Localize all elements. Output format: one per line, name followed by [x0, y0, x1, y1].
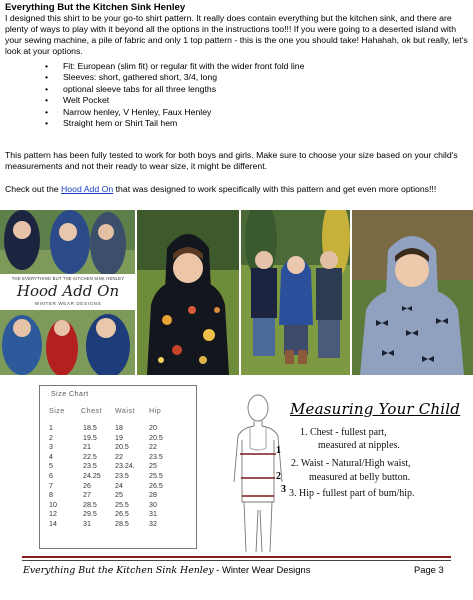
measure-waist-line: 2. Waist - Natural/High waist,	[291, 458, 411, 469]
table-row	[49, 472, 179, 482]
size-cell: 10	[49, 500, 57, 509]
hip-cell: 20	[149, 424, 157, 432]
chest-cell: 27	[83, 491, 91, 500]
feature-item: • Straight hem or Shirt Tail hem	[63, 118, 304, 129]
feature-item: • Fit: European (slim fit) or regular fit with the wider front fold line	[63, 61, 304, 72]
chest-cell: 24.25	[83, 471, 101, 480]
size-chart-caption: Size Chart	[51, 391, 89, 398]
section-heading: Everything But the Kitchen Sink Henley	[5, 2, 186, 13]
waist-cell: 19	[115, 433, 123, 442]
feature-item: • Narrow henley, V Henley, Faux Henley	[63, 107, 304, 118]
waist-cell: 24	[115, 481, 123, 490]
table-row	[49, 520, 179, 530]
collage-line1: THE EVERYTHING BUT THE KITCHEN SINK HENLEY	[11, 276, 125, 281]
chest-cell: 18.5	[83, 424, 97, 432]
page-number: Page 3	[414, 564, 444, 575]
chest-cell: 29.5	[83, 510, 97, 519]
size-cell: 8	[49, 491, 53, 500]
feature-item: • Sleeves: short, gathered short, 3/4, long	[63, 72, 304, 83]
col-hip-header: Hip	[149, 407, 162, 415]
measure-chest-line: 1. Chest - fullest part,	[300, 427, 387, 438]
feature-list	[5, 61, 304, 129]
table-row	[49, 482, 179, 492]
hip-cell: 23.5	[149, 452, 163, 461]
table-row	[49, 443, 179, 453]
marker-1: 1	[276, 445, 281, 456]
waist-cell: 18	[115, 424, 123, 432]
footer-rule	[22, 556, 451, 558]
check-text-before: Check out the	[5, 184, 62, 194]
size-cell: 14	[49, 519, 57, 528]
hip-cell: 22	[149, 443, 157, 452]
size-cell: 1	[49, 424, 53, 432]
tested-paragraph: This pattern has been fully tested to work for both boys and girls. Make sure to choose your size based on your child's measurements and not their ready to wear size, it might be different.	[5, 150, 458, 172]
feature-item: • optional sleeve tabs for all three lengths	[63, 84, 304, 95]
hip-cell: 28	[149, 491, 157, 500]
col-size-header: Size	[49, 407, 65, 415]
hip-cell: 31	[149, 510, 157, 519]
size-cell: 7	[49, 481, 53, 490]
three-kids-photo	[241, 210, 350, 375]
chest-cell: 22.5	[83, 452, 97, 461]
hip-cell: 26.5	[149, 481, 163, 490]
table-row	[49, 434, 179, 444]
chest-cell: 19.5	[83, 433, 97, 442]
chest-cell: 28.5	[83, 500, 97, 509]
col-waist-header: Waist	[115, 407, 135, 415]
measure-chest-note: measured at nipples.	[318, 440, 400, 451]
hip-cell: 20.5	[149, 433, 163, 442]
table-row	[49, 462, 179, 472]
size-cell: 12	[49, 510, 57, 519]
chest-cell: 26	[83, 481, 91, 490]
hood-collage-photo	[0, 210, 135, 375]
size-cell: 4	[49, 452, 53, 461]
hood-add-on-link[interactable]: Hood Add On	[61, 184, 114, 194]
footer-rule-thin	[22, 560, 451, 561]
measure-waist-note: measured at belly button.	[309, 472, 411, 483]
waist-cell: 23.24.	[115, 462, 135, 471]
table-row	[49, 453, 179, 463]
col-chest-header: Chest	[81, 407, 103, 415]
size-chart-header-row	[49, 407, 179, 418]
photo-strip	[0, 210, 473, 376]
waist-cell: 20.5	[115, 443, 129, 452]
check-text-after: that was designed to work specifically with this pattern and get even more options!!!	[113, 184, 437, 194]
chest-cell: 31	[83, 519, 91, 528]
hip-cell: 25	[149, 462, 157, 471]
measuring-title: Measuring Your Child	[290, 400, 461, 418]
size-chart-table	[49, 407, 179, 530]
footer-script-title: Everything But the Kitchen Sink Henley	[23, 565, 214, 576]
collage-title: Hood Add On	[16, 282, 120, 300]
waist-cell: 23.5	[115, 471, 129, 480]
hip-cell: 30	[149, 500, 157, 509]
marker-3: 3	[281, 484, 286, 495]
planets-hoodie-photo	[137, 210, 239, 375]
intro-paragraph: I designed this shirt to be your go-to shirt pattern. It really does contain everything but the kitchen sink, and there are plenty of ways to play with it beyond all the options in the instructions too!!! If you were going to a deserted island with your sewing machine, a pile of fabric and only 1 top pattern - this is the one you should take! Hahahah, ok but really, let's look at your options.	[5, 13, 468, 57]
hip-cell: 32	[149, 519, 157, 528]
footer-brand: - Winter Wear Designs	[213, 564, 311, 575]
feature-item: • Welt Pocket	[63, 95, 304, 106]
chest-cell: 23.5	[83, 462, 97, 471]
measure-hip-line: 3. Hip - fullest part of bum/hip.	[289, 488, 415, 499]
child-figure	[228, 392, 288, 552]
footer-title	[23, 564, 310, 576]
table-row	[49, 424, 179, 434]
table-row	[49, 501, 179, 511]
hip-cell: 25.5	[149, 471, 163, 480]
size-cell: 3	[49, 443, 53, 452]
marker-2: 2	[276, 471, 281, 482]
table-row	[49, 510, 179, 520]
waist-cell: 25	[115, 491, 123, 500]
collage-brand: WINTER WEAR DESIGNS	[34, 301, 102, 306]
chest-cell: 21	[83, 443, 91, 452]
waist-cell: 28.5	[115, 519, 129, 528]
waist-cell: 26.5	[115, 510, 129, 519]
size-chart	[39, 385, 197, 549]
hood-addon-paragraph	[5, 184, 469, 195]
bowtie-hoodie-photo	[352, 210, 473, 375]
size-cell: 6	[49, 471, 53, 480]
size-cell: 2	[49, 433, 53, 442]
waist-cell: 25.5	[115, 500, 129, 509]
size-cell: 5	[49, 462, 53, 471]
waist-cell: 22	[115, 452, 123, 461]
table-row	[49, 491, 179, 501]
